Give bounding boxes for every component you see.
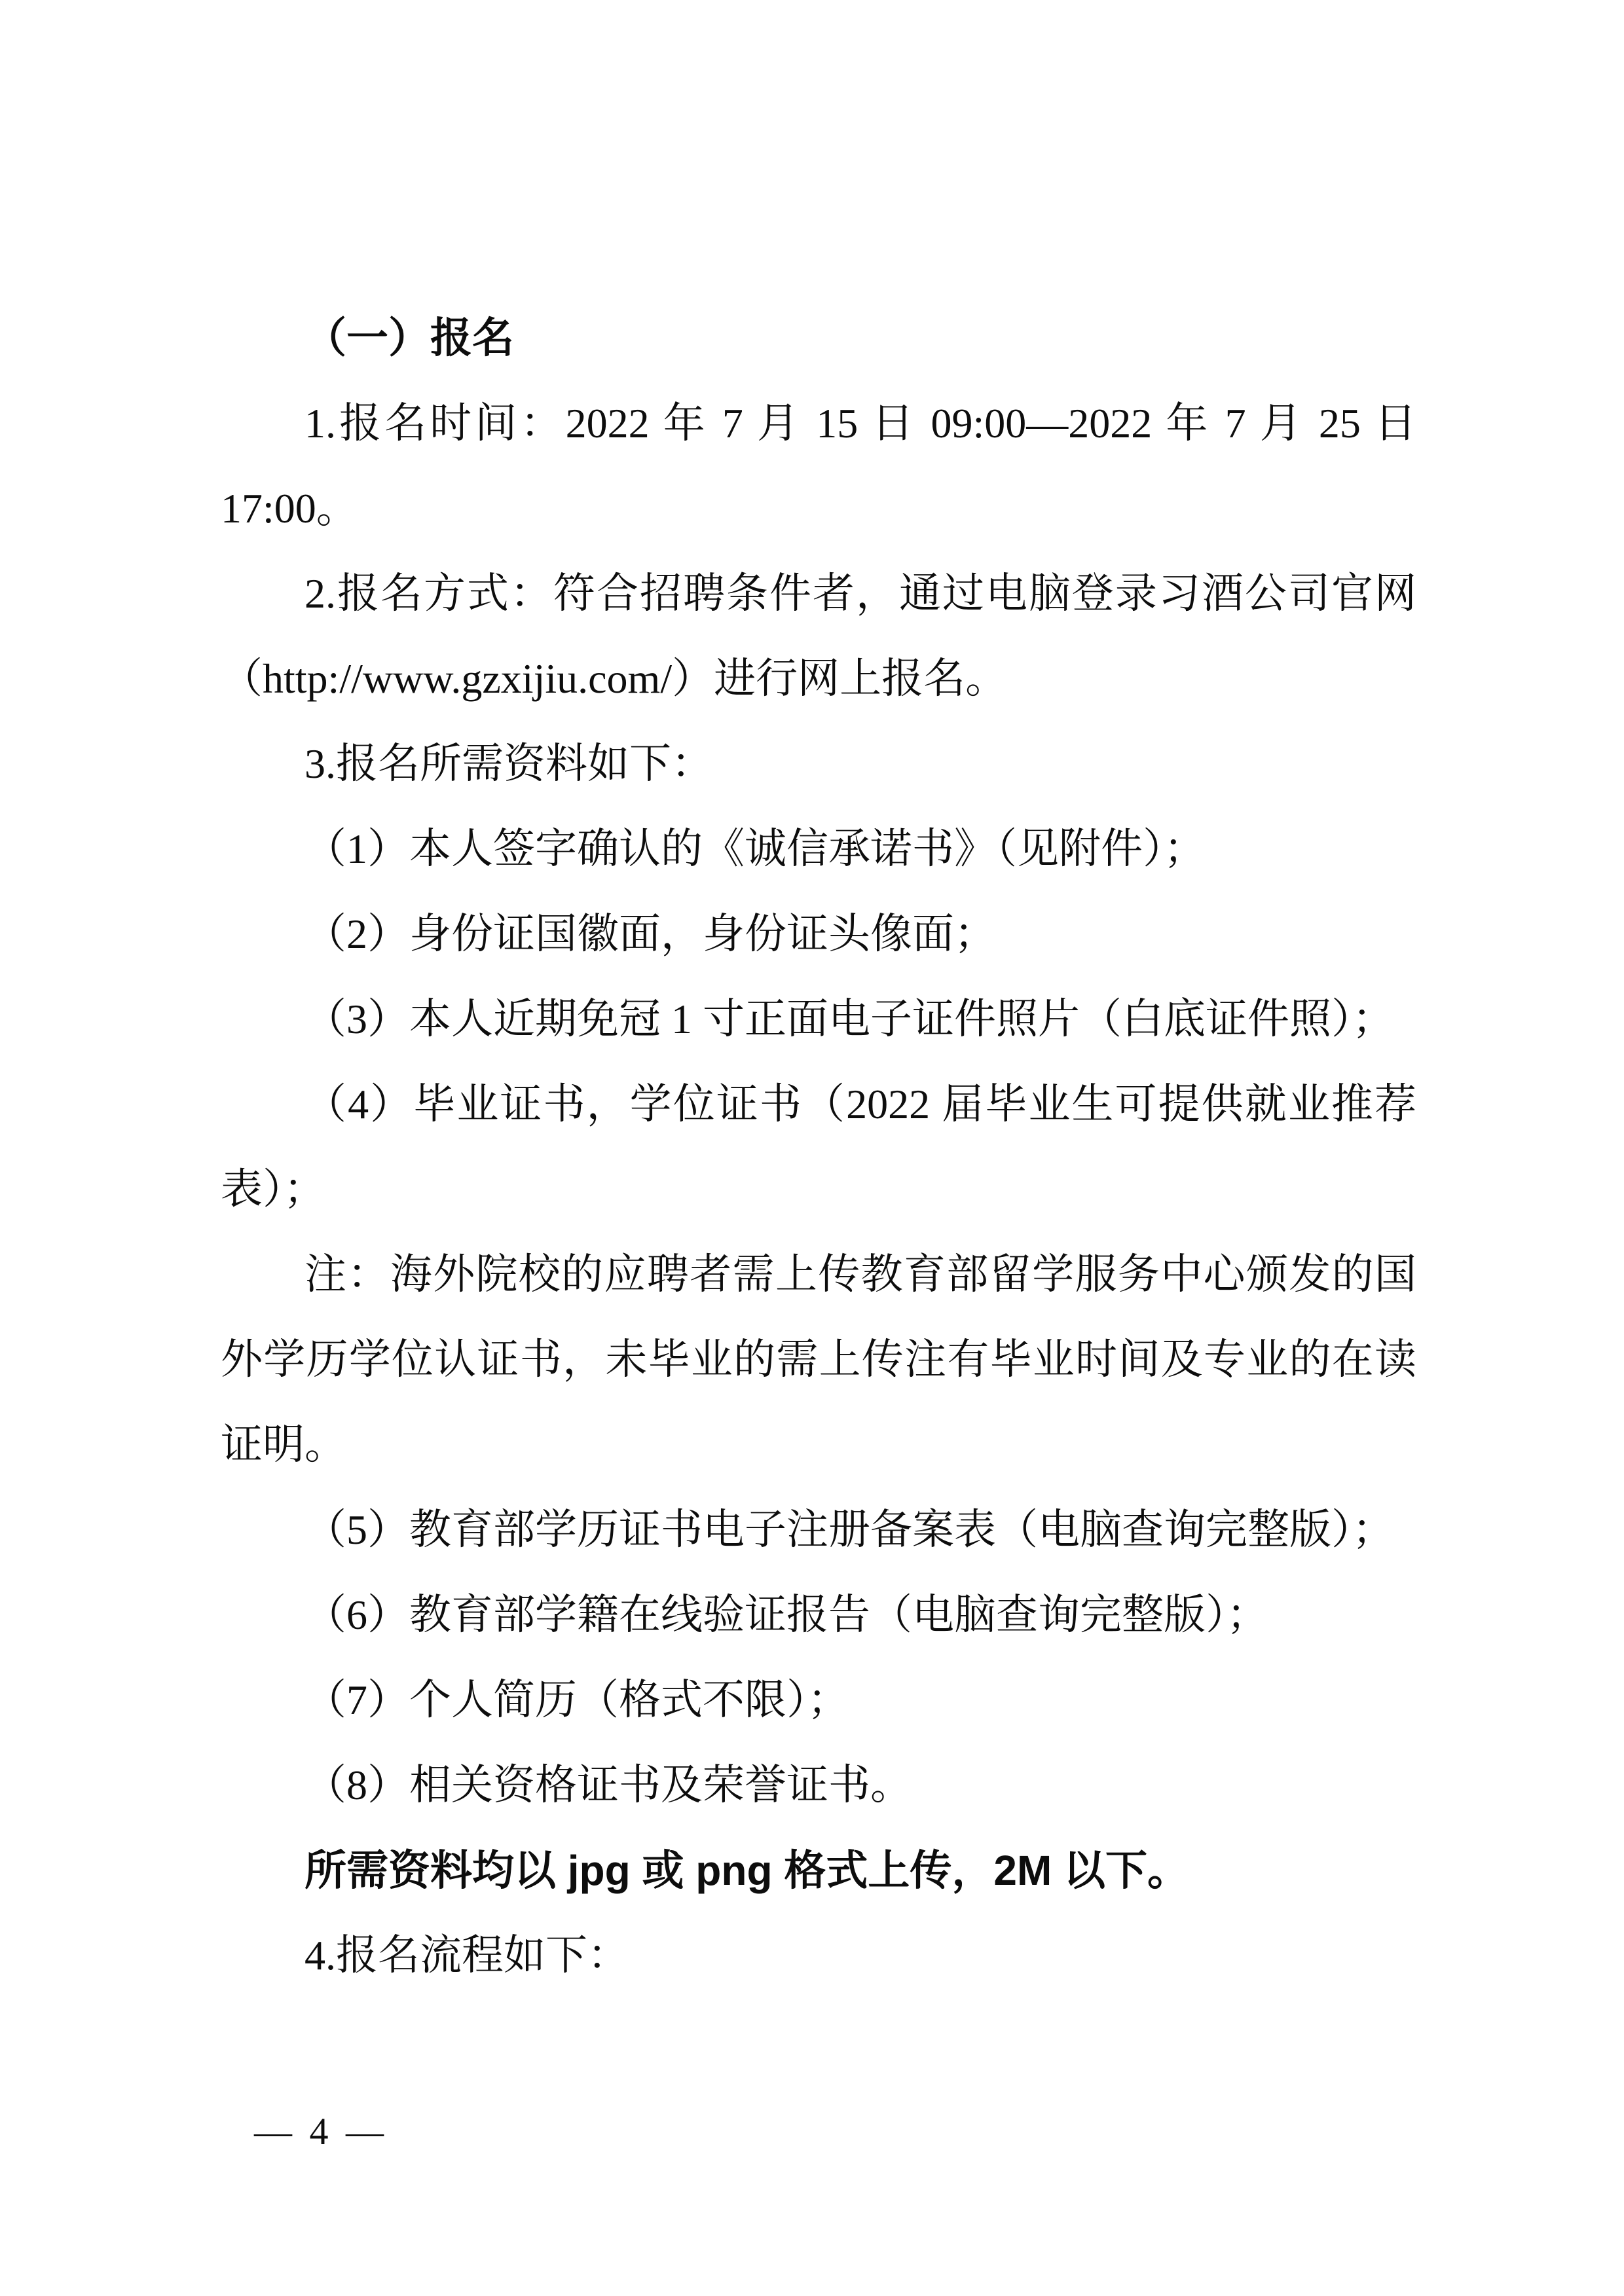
list-item-8-certificates: （8）相关资格证书及荣誉证书。 bbox=[304, 1762, 912, 1808]
note-overseas-applicants: 注：海外院校的应聘者需上传教育部留学服务中心颁发的国外学历学位认证书，未毕业的需上传注有毕业时间及专业的在读证明。 bbox=[221, 1251, 1416, 1468]
paragraph-registration-process: 4.报名流程如下： bbox=[304, 1932, 629, 1978]
document-body bbox=[221, 296, 1416, 1998]
list-item-6-online-verification-report: （6）教育部学籍在线验证报告（电脑查询完整版）； bbox=[304, 1592, 1268, 1638]
paragraph-registration-time: 1.报名时间：2022 年 7 月 15 日 09:00—2022 年 7 月 25 日 17:00。 bbox=[221, 400, 1416, 532]
page-number: — 4 — bbox=[254, 2110, 388, 2153]
paragraph-materials-intro: 3.报名所需资料如下： bbox=[304, 740, 713, 787]
list-item-4-diploma: （4）毕业证书，学位证书（2022 届毕业生可提供就业推荐表）； bbox=[221, 1081, 1416, 1212]
list-item-7-resume: （7）个人简历（格式不限）； bbox=[304, 1677, 849, 1723]
paragraph-registration-method: 2.报名方式：符合招聘条件者，通过电脑登录习酒公司官网（http://www.gzxijiu.com/）进行网上报名。 bbox=[221, 570, 1416, 702]
list-item-5-edu-record-form: （5）教育部学历证书电子注册备案表（电脑查询完整版）； bbox=[304, 1506, 1394, 1553]
section-heading-registration: （一）报名 bbox=[304, 315, 514, 361]
list-item-1-commitment-letter: （1）本人签字确认的《诚信承诺书》（见附件）； bbox=[304, 826, 1206, 872]
upload-format-note: 所需资料均以 jpg 或 png 格式上传，2M 以下。 bbox=[304, 1847, 1190, 1894]
list-item-3-photo: （3）本人近期免冠 1 寸正面电子证件照片（白底证件照）； bbox=[304, 996, 1394, 1042]
list-item-2-id-card: （2）身份证国徽面，身份证头像面； bbox=[304, 911, 996, 957]
